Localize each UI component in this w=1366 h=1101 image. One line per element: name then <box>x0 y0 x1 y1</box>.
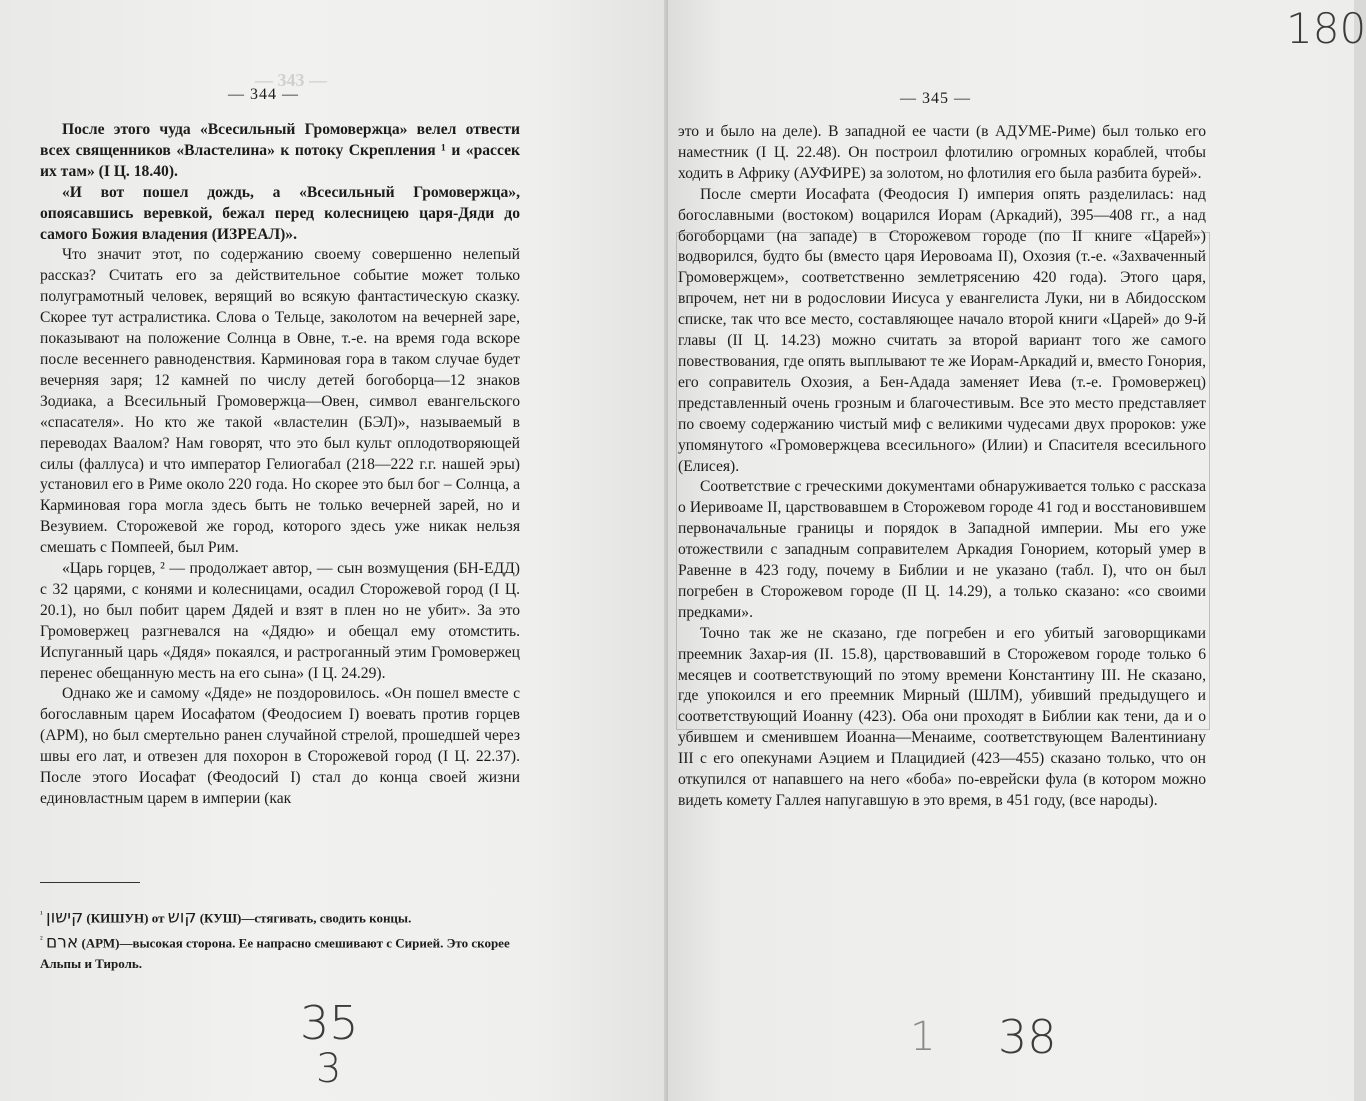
left-paragraph-2-text: «И вот пошел дождь, а «Всесильный Громовержца», опоясавшись веревкой, бежал перед колесницею царя-Дяди до самого Божия владения (ИЗРЕАЛ)». <box>40 183 520 243</box>
footnote-2-text: (АРМ)—высокая сторона. Ее напрасно смешивают с Сирией. Это скорее Альпы и Тироль. <box>40 935 510 971</box>
left-paragraph-3: Что значит этот, по содержанию своему совершенно нелепый рассказ? Считать его за действительное событие может только полуграмотный человек, верящий во всякую фантастическую сказку. Скорее тут астралистика. Слова о Тельце, заколотом на вечерней заре, показывают на положение Солнца в Овне, т.-е. на время года вскоре после весеннего равноденствия. Карминовая гора в таком случае будет вечерняя заря; 12 камней по числу детей богоборца—12 знаков Зодиака, а Всесильный Громовержца—Овен, символ евангельского «спасателя». Но кто же такой «властелин (БЭЛ)», называемый в переводах Ваалом? Нам говорят, что это был культ оплодотворяющей силы (фаллуса) и что император Гелиогабал (218—222 г.г. нашей эры) установил его в Риме около 220 года. Но скорее это был бог – Солнца, а Карминовая гора могла здесь быть не только вечерней зарей, но и Везувием. Сторожевой же город, которого здесь уже никак нельзя смешать с Помпеей, был Рим. <box>40 246 520 557</box>
bleed-through-mark: — 343 — <box>255 70 327 90</box>
footnote-2 <box>40 929 526 973</box>
handwritten-number-180: 180 <box>1286 4 1366 53</box>
right-paragraph-4: Точно так же не сказано, где погребен и его убитый заговорщиками преемник Захар-ия (II. 15.8), царствовавший в Сторожевом городе только 6 месяцев и соответствующий по этому времени Константину III. Не сказано, где упокоился и его преемник Мирный (ШЛМ), убивший предыдущего и соответствующий Иоанну (423). Оба они проходят в Библии как тени, да и о убившем и сменившем Иоанна—Менаиме, соответствующем Валентиниану III с его опекунами Аэцием и Плацидией (423—455) сказано только, что он откупился от напавшего на него «боба» по-еврейски фула (в котором можно видеть комету Галлея напугавшую в это время, в 451 году, (все народы). <box>678 624 1206 809</box>
footnote-1-hebrew-2: קוש <box>167 907 197 928</box>
footnote-1-hebrew: קישון <box>45 907 84 928</box>
footnotes <box>40 904 526 975</box>
handwritten-number-3: 3 <box>316 1046 342 1092</box>
left-paragraph-1 <box>40 120 520 183</box>
left-paragraph-2 <box>40 183 520 246</box>
left-paragraph-5: Однако же и самому «Дяде» не поздоровилось. «Он пошел вместе с богославным царем Иосафатом (Феодосием I) воевать против горцев (АРМ), но был смертельно ранен случайной стрелой, прошедшей через швы его лат, и отвезен для похорон в Сторожевой город (I Ц. 22.37). После этого Иосафат (Феодосий I) стал до конца своей жизни единовластным царем в империи (как <box>40 685 520 807</box>
right-paragraph-1: это и было на деле). В западной ее части (в АДУМЕ-Риме) был только его наместник (I Ц. 22.48). Он построил флотилию огромных кораблей, чтобы ходить в Африку (АУФИРЕ) за золотом, но флотилия его была разбита бурей». <box>678 123 1206 182</box>
footnote-1-text-2: (КУШ)—стягивать, сводить концы. <box>199 910 412 926</box>
right-page <box>668 0 1366 1101</box>
page-number-left: — 344 — <box>228 86 299 103</box>
footnote-divider <box>40 882 140 883</box>
footnote-1-text: (КИШУН) от <box>86 910 165 926</box>
handwritten-number-35: 35 <box>300 996 359 1050</box>
right-paragraph-3: Соответствие с греческими документами обнаруживается только с рассказа о Иеривоаме II, царствовавшем в Сторожевом городе 41 год и восстановившем первоначальные границы и порядок в Западной империи. Мы его уже отожествили с западным соправителем Аркадия Гонорием, который умер в Равенне в 423 году, почему в Библии и не указано (табл. I), что он был погребен в Сторожевом городе (II Ц. 14.29), а только сказано: «со своими предками». <box>678 478 1206 621</box>
right-paragraph-2: После смерти Иосафата (Феодосия I) империя опять разделилась: над богославными (востоком) воцарился Иорам (Аркадий), 395—408 гг., а над богоборцами (на западе) в Сторожевом городе (по II книге «Царей») водворился, будто бы (вместо царя Иеровоама II), Охозия (т.-е. «Захваченный Громовержцем», соответственно землетрясению 420 года). Этого царя, впрочем, нет ни в родословии Иисуса у евангелиста Луки, ни в Абидосском списке, так что все место, составляющее начало второй книги «Царей» до 9-й главы (II Ц. 14.23) можно считать за второй вариант того же самого повествования, где опять выплывают те же Иорам-Аркадий и, вместо Гонория, его соправитель Охозия, а Бен-Адада заменяет Иева (т.-е. Громовержец) представленный очень грозным и благочестивым. Все это место представляет по своему содержанию чистый миф с великими чудесами двух пророков: уже упомянутого «Громовержцева всесильного» (Илии) и Спасителя всесильного (Елисея). <box>678 185 1206 475</box>
handwritten-number-38: 38 <box>998 1010 1057 1064</box>
footnote-2-hebrew: ארם <box>45 932 79 953</box>
left-page <box>0 0 668 1101</box>
left-paragraph-1-text: После этого чуда «Всесильный Громовержца» велел отвести всех священников «Властелина» к потоку Скрепления ¹ и «рассек их там» (I Ц. 18.40). <box>40 121 520 180</box>
right-text-column <box>678 122 1206 812</box>
footnote-1-mark: ¹ <box>40 909 43 919</box>
footnote-1 <box>40 904 526 928</box>
footnote-2-mark: ² <box>40 934 43 945</box>
left-text-column <box>40 120 520 810</box>
page-number-right: — 345 — <box>900 90 971 107</box>
handwritten-mark-1: 1 <box>910 1014 936 1060</box>
left-paragraph-4: «Царь горцев, ² — продолжает автор, — сын возмущения (БН-ЕДД) с 32 царями, с конями и колесницами, осадил Сторожевой город (I Ц. 20.1), но был побит царем Дядей и взят в плен но не убит». За это Громовержец разгневался на «Дядю» и обещал ему отомстить. Испуганный царь «Дядя» покаялся, и растроганный этим Громовержец перенес обещанную месть на его сына» (I Ц. 24.29). <box>40 560 520 682</box>
